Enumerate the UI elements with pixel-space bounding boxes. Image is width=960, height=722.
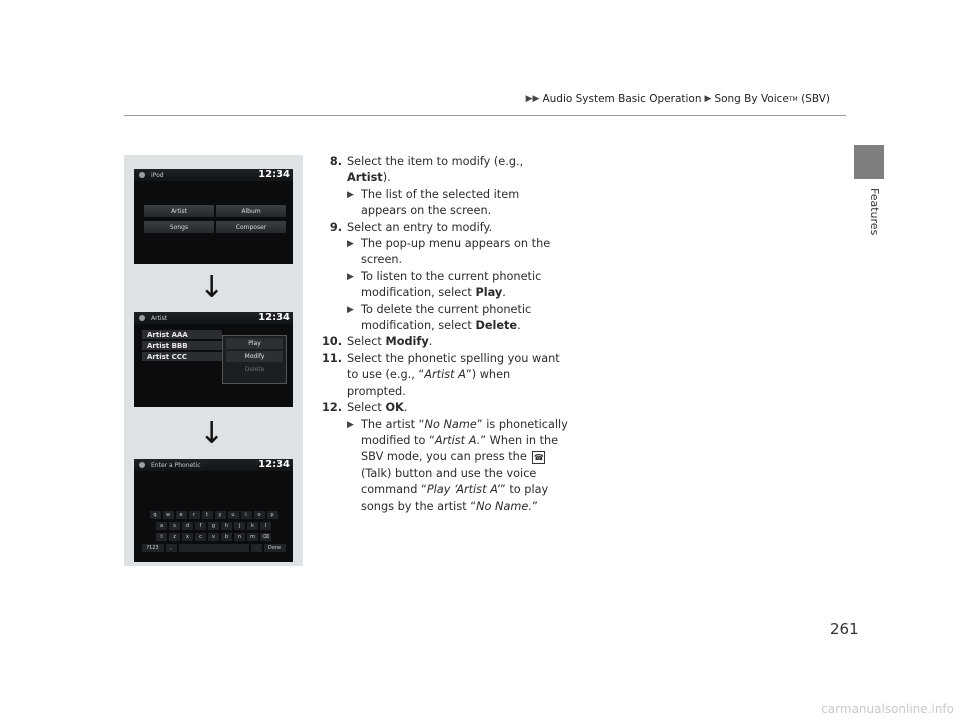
keyboard-key[interactable]: ⌫ xyxy=(261,534,270,540)
talk-button-icon: ☎ xyxy=(533,452,544,462)
double-triangle-icon: ▶▶ xyxy=(525,94,540,104)
artist-screen xyxy=(134,312,293,407)
breadcrumb-topic: Song By Voice xyxy=(714,93,789,105)
triangle-icon: ▶ xyxy=(347,239,354,250)
ipod-screen xyxy=(134,169,293,264)
step-12-result: ▶ The artist “No Name” is phonetically modified to “Artist A.” When in the SBV mode, you can press the ☎ (Talk) button and use the voice command “Play ‘Artist A’” to play songs by the artist “No Name.” xyxy=(342,417,568,515)
trademark: TM xyxy=(788,95,798,103)
keyboard-key[interactable]: m xyxy=(247,533,258,541)
step-9-delete-note: ▶ To delete the current phonetic modification, select Delete. xyxy=(342,302,568,335)
phonetic-screen xyxy=(134,459,293,562)
step-11: 11. Select the phonetic spelling you want to use (e.g., “Artist A”) when prompted. xyxy=(321,351,560,398)
keyboard-key[interactable]: z xyxy=(169,533,180,541)
header-rule xyxy=(124,115,846,116)
keyboard-key[interactable]: Done xyxy=(264,544,286,552)
triangle-icon: ▶ xyxy=(347,271,354,282)
keyboard-key[interactable] xyxy=(179,544,249,552)
keyboard-key[interactable]: s xyxy=(169,522,180,530)
keyboard-key[interactable]: a xyxy=(156,522,167,530)
keyboard-key[interactable]: c xyxy=(195,533,206,541)
keyboard-key[interactable]: r xyxy=(189,511,200,519)
keyboard-key[interactable]: , xyxy=(166,544,177,552)
breadcrumb xyxy=(526,93,830,105)
keyboard-key[interactable]: i xyxy=(241,511,252,519)
keyboard-key[interactable]: g xyxy=(208,522,219,530)
keyboard-key[interactable]: y xyxy=(215,511,226,519)
keyboard-key[interactable]: ⇧ xyxy=(156,533,167,541)
triangle-icon: ▶ xyxy=(704,94,712,104)
keyboard xyxy=(138,511,289,555)
keyboard-key[interactable]: x xyxy=(182,533,193,541)
keyboard-key[interactable]: f xyxy=(195,522,206,530)
keyboard-key[interactable]: k xyxy=(247,522,258,530)
chapter-label: Features xyxy=(868,188,881,236)
keyboard-key[interactable]: v xyxy=(208,533,219,541)
modify-menu-item[interactable]: Modify xyxy=(226,351,283,362)
triangle-icon: ▶ xyxy=(347,189,354,200)
step-8: 8. Select the item to modify (e.g., Artist). xyxy=(329,155,524,185)
home-icon xyxy=(139,172,145,178)
artist-button[interactable]: Artist xyxy=(144,205,214,217)
triangle-icon: ▶ xyxy=(347,304,354,315)
instructions xyxy=(318,154,568,515)
clock: 12:34 xyxy=(258,312,290,323)
keyboard-key[interactable]: n xyxy=(234,533,245,541)
keyboard-key[interactable]: j xyxy=(234,522,245,530)
keyboard-key[interactable]: w xyxy=(163,511,174,519)
composer-button[interactable]: Composer xyxy=(216,221,286,233)
keyboard-key[interactable]: ?123 xyxy=(142,544,164,552)
triangle-icon: ▶ xyxy=(347,419,354,430)
step-8-result: ▶ The list of the selected item appears on the screen. xyxy=(342,187,568,220)
delete-menu-item[interactable]: Delete xyxy=(244,366,265,373)
watermark: carmanualsonline.info xyxy=(821,702,954,716)
play-menu-item[interactable]: Play xyxy=(226,338,283,349)
keyboard-key[interactable]: t xyxy=(202,511,213,519)
keyboard-key[interactable]: . xyxy=(251,544,262,552)
keyboard-key[interactable]: l xyxy=(260,522,271,530)
down-arrow-icon: ↓ xyxy=(199,416,225,451)
album-button[interactable]: Album xyxy=(216,205,286,217)
keyboard-key[interactable]: o xyxy=(254,511,265,519)
home-icon xyxy=(139,315,145,321)
popup-menu xyxy=(222,335,287,384)
keyboard-key[interactable]: e xyxy=(176,511,187,519)
keyboard-key[interactable]: h xyxy=(221,522,232,530)
keyboard-key[interactable]: d xyxy=(182,522,193,530)
step-9-play-note: ▶ To listen to the current phonetic modification, select Play. xyxy=(342,269,568,302)
list-item[interactable]: Artist BBB xyxy=(142,341,222,350)
breadcrumb-suffix: (SBV) xyxy=(797,93,830,105)
page-number: 261 xyxy=(830,620,859,638)
clock: 12:34 xyxy=(258,169,290,180)
keyboard-key[interactable]: b xyxy=(221,533,232,541)
step-9-result: ▶ The pop-up menu appears on the screen. xyxy=(342,236,568,269)
screen-title: iPod xyxy=(151,171,164,179)
breadcrumb-section: Audio System Basic Operation xyxy=(542,93,702,105)
songs-button[interactable]: Songs xyxy=(144,221,214,233)
down-arrow-icon: ↓ xyxy=(199,270,225,305)
screen-title: Artist xyxy=(151,314,168,322)
keyboard-key[interactable]: u xyxy=(228,511,239,519)
list-item[interactable]: Artist AAA xyxy=(142,330,222,339)
step-10: 10. Select Modify. xyxy=(321,335,433,349)
chapter-tab xyxy=(854,145,884,179)
step-12: 12. Select OK. xyxy=(321,401,408,415)
list-item[interactable]: Artist CCC xyxy=(142,352,222,361)
keyboard-key[interactable]: p xyxy=(267,511,278,519)
clock: 12:34 xyxy=(258,459,290,470)
keyboard-key[interactable]: q xyxy=(150,511,161,519)
step-9: 9. Select an entry to modify. xyxy=(329,220,493,234)
illustration-panel xyxy=(124,155,303,566)
home-icon xyxy=(139,462,145,468)
screen-title: Enter a Phonetic xyxy=(151,461,201,469)
